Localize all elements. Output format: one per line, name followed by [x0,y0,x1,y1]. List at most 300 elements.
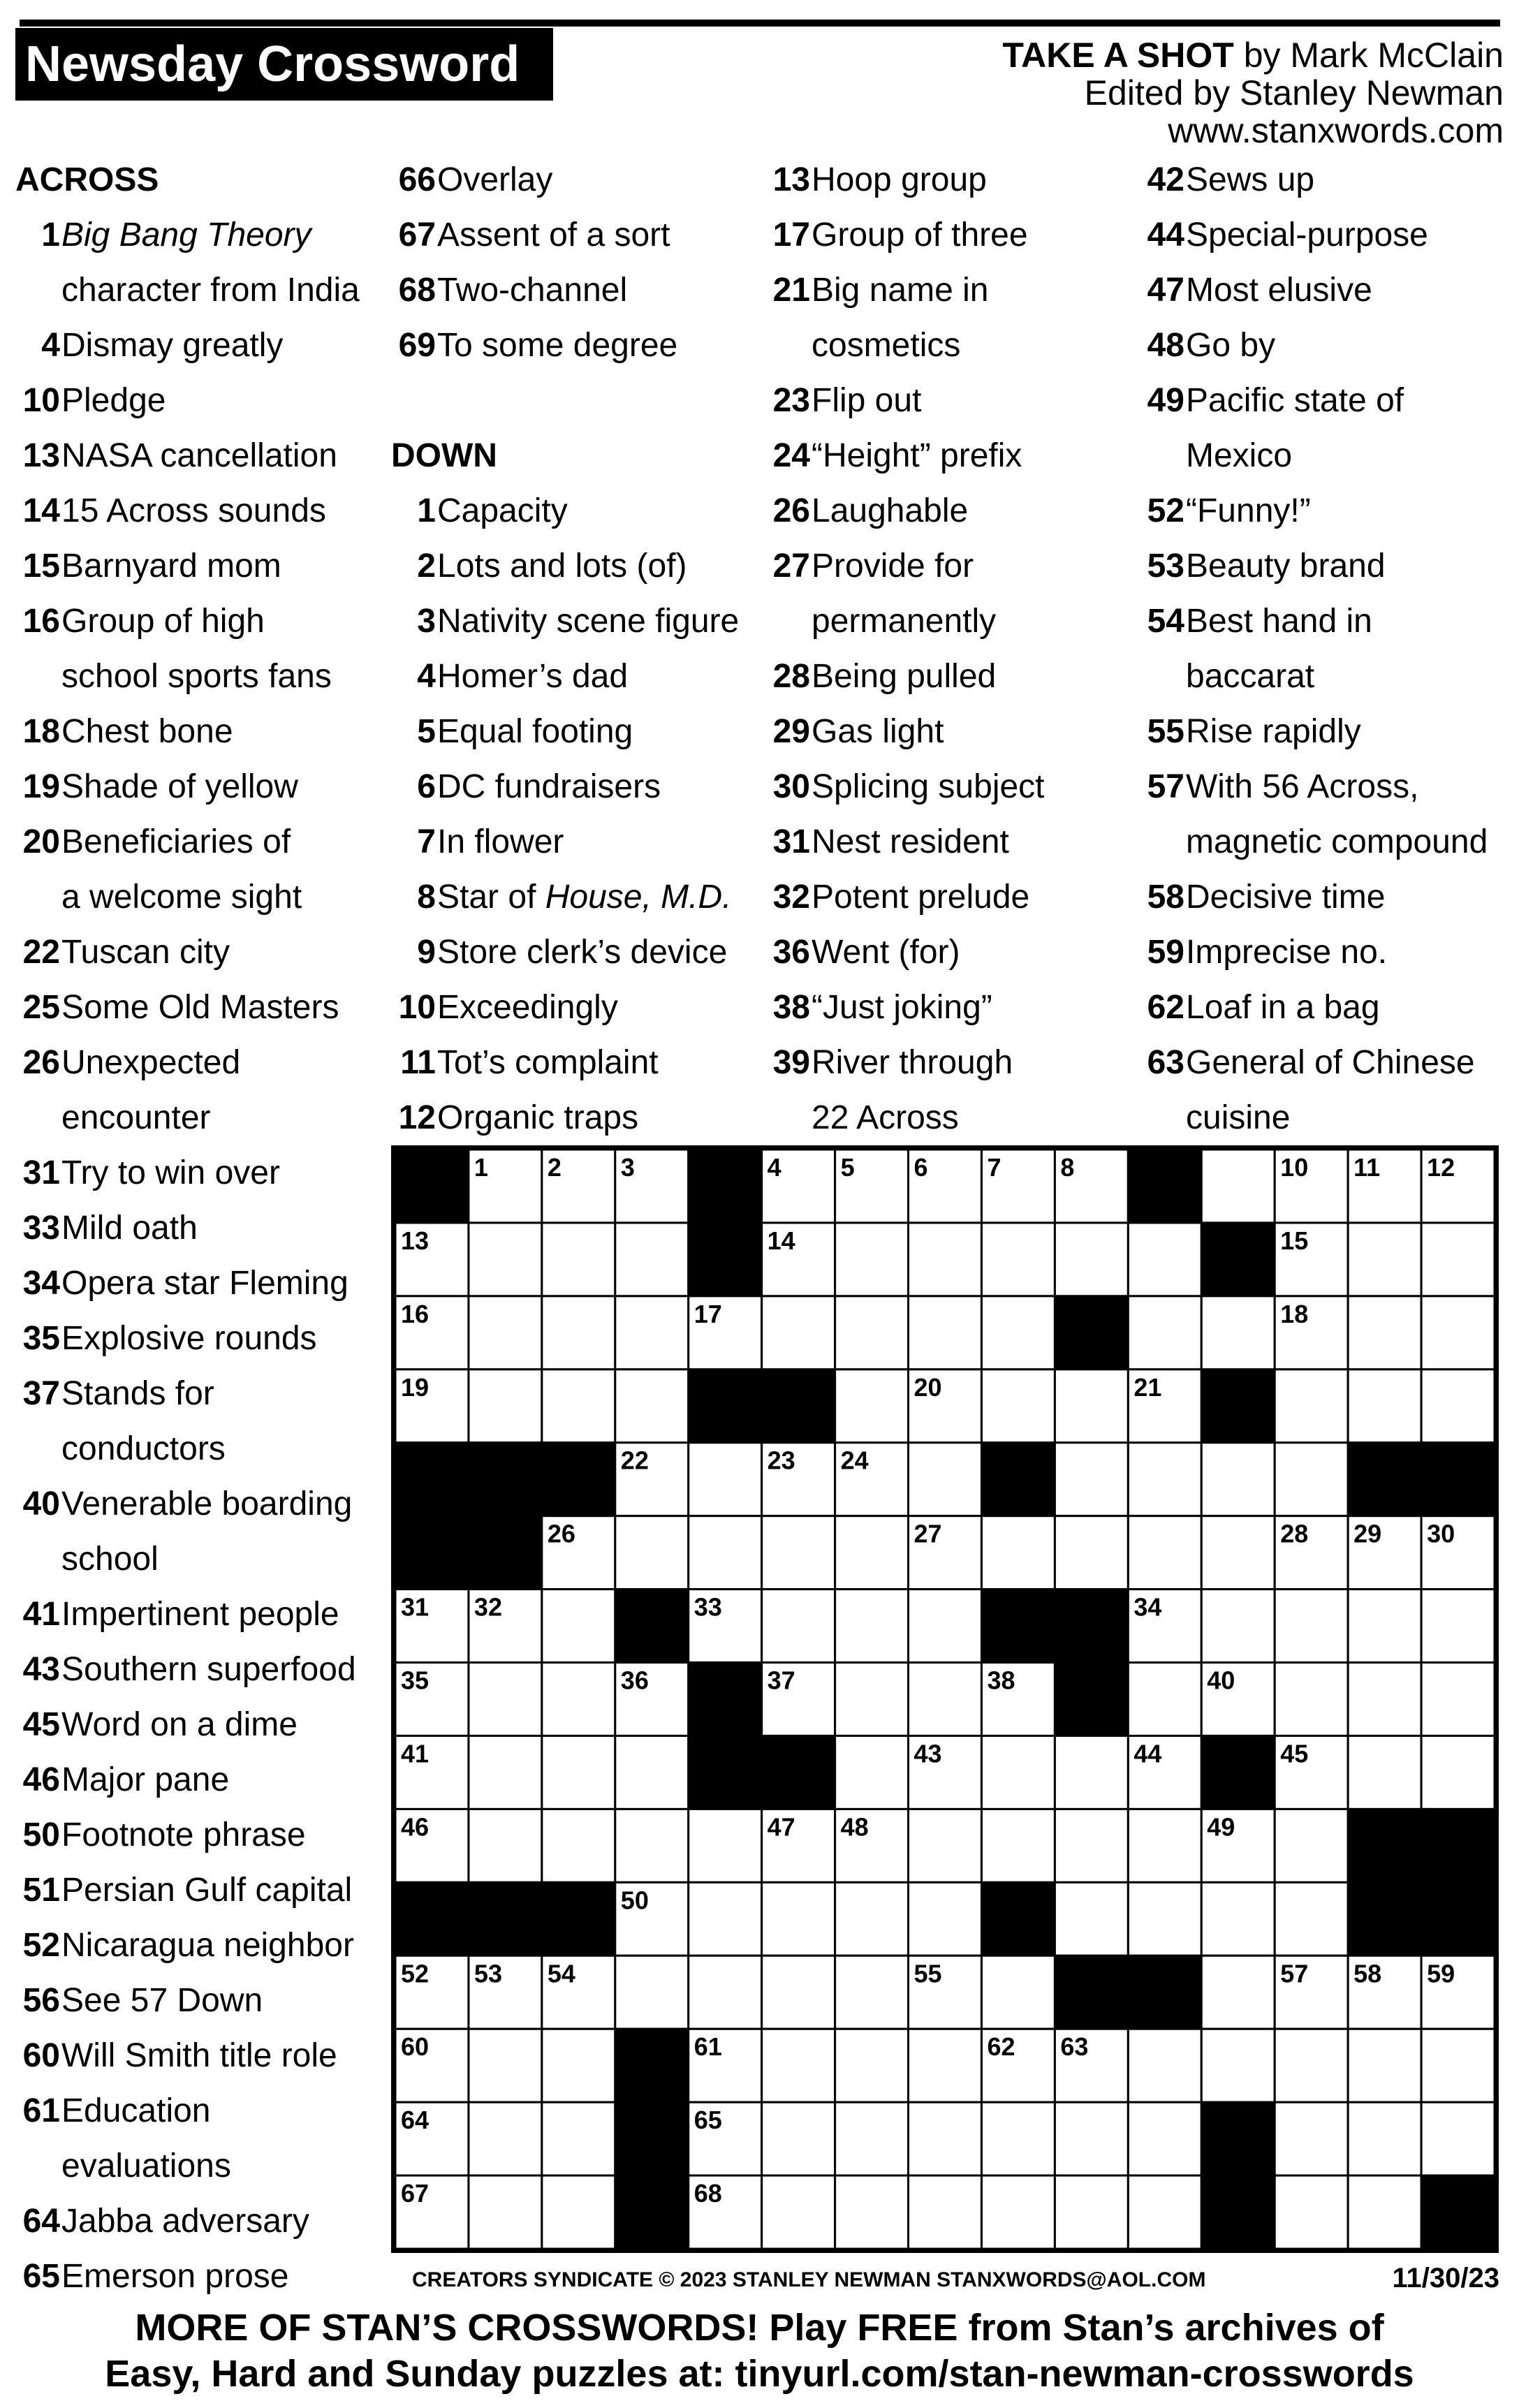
grid-cell[interactable] [835,1590,909,1663]
grid-cell[interactable] [1055,1370,1128,1443]
grid-svg [395,1150,1495,2249]
grid-cell[interactable] [835,2102,909,2175]
clue-text: With 56 Across, [1186,768,1419,805]
clue-text: DC fundraisers [437,768,661,805]
black-square [1128,1150,1201,1223]
grid-cell[interactable] [1348,2175,1421,2249]
clue-text: Homer’s dad [437,658,629,695]
clue [765,152,1129,207]
cell-number: 59 [1427,1959,1455,1988]
grid-cell[interactable] [981,1809,1055,1882]
grid-cell[interactable] [762,2175,835,2249]
clue [765,318,1129,373]
grid-cell[interactable] [615,1370,689,1443]
clue-number: 57 [1147,768,1184,805]
clue-text: Some Old Masters [61,989,339,1026]
grid-cell[interactable] [909,1443,982,1516]
grid-cell[interactable] [981,2102,1055,2175]
grid-cell[interactable] [1275,1663,1348,1736]
grid-cell[interactable] [1275,2175,1348,2249]
grid-cell[interactable] [981,1955,1055,2029]
clue [1140,318,1503,373]
clue [15,1532,379,1587]
clue-text: Pledge [61,382,166,419]
cell-number: 28 [1280,1519,1309,1548]
clue-number: 46 [22,1761,60,1798]
promo-line-2: Easy, Hard and Sunday puzzles at: tinyurl.com/stan-newman-crosswords [105,2353,1414,2395]
grid-cell[interactable] [835,2175,909,2249]
clue-text: Jabba adversary [61,2203,309,2240]
clue [15,1973,379,2028]
grid-cell[interactable] [1275,1809,1348,1882]
grid-cell[interactable] [469,1663,542,1736]
cell-number: 19 [401,1372,430,1402]
grid-cell[interactable] [1421,1590,1495,1663]
clue-number: 9 [417,934,436,971]
black-square [689,1223,762,1296]
grid-cell[interactable] [1275,1882,1348,1955]
grid-cell[interactable] [1201,1882,1275,1955]
grid-cell[interactable] [909,2102,982,2175]
grid-cell[interactable] [835,1516,909,1590]
grid-cell[interactable] [689,1443,762,1516]
grid-cell[interactable] [689,1882,762,1955]
clue-text: conductors [61,1430,226,1467]
grid-cell[interactable] [762,1296,835,1370]
clue [15,1863,379,1918]
grid-cell[interactable] [689,1516,762,1590]
grid-cell[interactable] [542,1223,615,1296]
grid-cell[interactable] [1128,2029,1201,2102]
grid-cell[interactable] [1128,1809,1201,1882]
black-square [1055,1663,1128,1736]
clue [1140,428,1503,483]
grid-cell[interactable] [835,1296,909,1370]
clue [765,263,1129,318]
clue [391,704,754,759]
grid-cell[interactable] [542,1296,615,1370]
grid-cell[interactable] [981,2175,1055,2249]
grid-cell[interactable] [1201,2029,1275,2102]
clue-number: 58 [1147,879,1184,916]
clue [15,1311,379,1366]
clue [765,759,1129,814]
clue-number: 6 [417,768,436,805]
cell-number: 50 [620,1886,649,1915]
grid-cell[interactable] [909,1663,982,1736]
grid-cell[interactable] [762,2102,835,2175]
clue-text: Best hand in [1186,603,1372,640]
clue [391,869,754,925]
grid-cell[interactable] [1421,1735,1495,1809]
cell-number: 24 [840,1446,869,1475]
grid-cell[interactable] [835,1735,909,1809]
clue [391,538,754,594]
grid-cell[interactable] [981,1296,1055,1370]
grid-cell[interactable] [1055,2175,1128,2249]
grid-cell[interactable] [1128,1516,1201,1590]
clue [15,2194,379,2249]
clue-number: 23 [772,382,810,419]
clue-text: character from India [61,272,360,309]
editor: Edited by Stanley Newman [1084,73,1504,112]
grid-cell[interactable] [689,1809,762,1882]
grid-cell[interactable] [1055,1516,1128,1590]
clue-number: 36 [772,934,810,971]
grid-cell[interactable] [1421,2029,1495,2102]
clue-text: Mild oath [61,1210,198,1247]
clue [1140,869,1503,925]
clue [15,263,379,318]
clue [1140,649,1503,704]
black-square [762,1735,835,1809]
clue-number: 40 [22,1485,60,1522]
grid-cell[interactable] [909,2175,982,2249]
clue-number: 68 [398,272,436,309]
grid-cell[interactable] [762,1516,835,1590]
clue-text: Rise rapidly [1186,713,1361,750]
clue-text: Dismay greatly [61,327,284,364]
grid-cell[interactable] [1201,1516,1275,1590]
cell-number: 67 [401,2179,430,2208]
clue [15,2249,379,2304]
black-square [615,2175,689,2249]
clue [765,428,1129,483]
grid-cell[interactable] [1348,1370,1421,1443]
clue [765,649,1129,704]
grid-cell[interactable] [762,1955,835,2029]
clue [15,1035,379,1090]
clue-text: Opera star Fleming [61,1265,348,1302]
cell-number: 38 [987,1666,1015,1695]
grid-cell[interactable] [762,1882,835,1955]
grid-cell[interactable] [1128,1443,1201,1516]
clue-number: 27 [772,548,810,585]
grid-cell[interactable] [909,1223,982,1296]
grid-cell[interactable] [1055,1882,1128,1955]
cell-number: 68 [694,2179,722,2208]
clue-number: 35 [22,1320,60,1357]
clue [1140,980,1503,1035]
grid-cell[interactable] [1128,1663,1201,1736]
clue-text: Tuscan city [61,934,230,971]
clue-number: 65 [22,2258,60,2295]
grid-cell[interactable] [1201,1150,1275,1223]
clue-number: 52 [1147,492,1184,529]
clue-number: 62 [1147,989,1184,1026]
grid-cell[interactable] [835,1223,909,1296]
clue [15,1752,379,1807]
grid-cell[interactable] [1201,1443,1275,1516]
clue-text: Gas light [812,713,944,750]
grid-cell[interactable] [615,1223,689,1296]
clue [1140,373,1503,428]
clue-number: 32 [772,879,810,916]
grid-cell[interactable] [1421,1223,1495,1296]
clue-text: Being pulled [812,658,997,695]
grid-cell[interactable] [1421,1663,1495,1736]
clue-text: Capacity [437,492,568,529]
grid-cell[interactable] [542,1735,615,1809]
grid-cell[interactable] [1348,2102,1421,2175]
clue [391,925,754,980]
grid-cell[interactable] [1275,2102,1348,2175]
grid-cell[interactable] [909,2029,982,2102]
clue-number: 4 [41,327,60,364]
clue [765,1035,1129,1090]
clue-number: 30 [772,768,810,805]
grid-cell[interactable] [1201,1590,1275,1663]
grid-cell[interactable] [1348,1735,1421,1809]
website: www.stanxwords.com [1168,111,1504,150]
grid-cell[interactable] [909,1590,982,1663]
cell-number: 17 [694,1299,722,1328]
cell-number: 31 [401,1592,430,1622]
grid-cell[interactable] [542,1809,615,1882]
black-square [1055,1590,1128,1663]
clue-number: 44 [1147,216,1184,254]
grid-cell[interactable] [1055,1809,1128,1882]
clue [15,538,379,594]
grid-cell[interactable] [835,1955,909,2029]
grid-cell[interactable] [469,1223,542,1296]
clue [15,2083,379,2138]
clue-text: Chest bone [61,713,233,750]
clue [15,1256,379,1311]
grid-cell[interactable] [1275,1370,1348,1443]
clue [765,869,1129,925]
grid-cell[interactable] [1128,1296,1201,1370]
cell-number: 30 [1427,1519,1455,1548]
clue-column-4 [1140,152,1503,1145]
clue-text: Tot’s complaint [437,1044,659,1081]
grid-cell[interactable] [835,1663,909,1736]
cell-number: 21 [1133,1372,1162,1402]
cell-number: 35 [401,1666,430,1695]
clue [1140,483,1503,538]
clue-text: Most elusive [1186,272,1372,309]
black-square [469,1443,542,1516]
clue-number: 52 [22,1927,60,1964]
clue-text: Nicaragua neighbor [61,1927,354,1964]
grid-cell[interactable] [1128,1223,1201,1296]
grid-cell[interactable] [469,2175,542,2249]
black-square [469,1882,542,1955]
grid-cell[interactable] [469,1296,542,1370]
grid-cell[interactable] [1128,1882,1201,1955]
clue-text: cuisine [1186,1099,1291,1136]
clue-number: 53 [1147,548,1184,585]
clue [15,594,379,649]
grid-cell[interactable] [615,1809,689,1882]
clue-number: 34 [22,1265,60,1302]
grid-cell[interactable] [762,2029,835,2102]
grid-cell[interactable] [469,1735,542,1809]
grid-cell[interactable] [1128,2102,1201,2175]
grid-cell[interactable] [1275,1590,1348,1663]
grid-cell[interactable] [542,2102,615,2175]
clue [15,925,379,980]
clue [15,869,379,925]
clue-text: To some degree [437,327,678,364]
grid-cell[interactable] [542,1370,615,1443]
cell-number: 57 [1280,1959,1309,1988]
grid-cell[interactable] [981,1370,1055,1443]
black-square [689,1663,762,1736]
clue-text: encounter [61,1099,211,1136]
clue-number: 66 [398,161,436,198]
grid-cell[interactable] [909,1296,982,1370]
grid-cell[interactable] [1421,1296,1495,1370]
clue-number: 67 [398,216,436,254]
across-heading: ACROSS [15,161,159,198]
cell-number: 61 [694,2032,722,2062]
clue-number: 31 [22,1154,60,1191]
clue [15,759,379,814]
cell-number: 34 [1133,1592,1162,1622]
clue [391,318,754,373]
clue [391,207,754,263]
clue-text: Flip out [812,382,922,419]
black-square [395,1516,469,1590]
grid-cell[interactable] [615,1955,689,2029]
grid-cell[interactable] [835,1882,909,1955]
grid-cell[interactable] [542,2175,615,2249]
grid-cell[interactable] [762,1590,835,1663]
grid-cell[interactable] [615,1296,689,1370]
clue [1140,263,1503,318]
grid-cell[interactable] [909,1809,982,1882]
grid-cell[interactable] [1421,2102,1495,2175]
clue [765,483,1129,538]
clue-number: 41 [22,1596,60,1633]
grid-cell[interactable] [469,1370,542,1443]
grid-cell[interactable] [981,1223,1055,1296]
clue-number: 37 [22,1375,60,1412]
clue-text: Nest resident [812,823,1009,860]
grid-cell[interactable] [1201,1955,1275,2029]
grid-cell[interactable] [1275,1443,1348,1516]
grid-cell[interactable] [1421,1370,1495,1443]
black-square [469,1516,542,1590]
grid-cell[interactable] [469,2029,542,2102]
clue-text: “Funny!” [1186,492,1311,529]
clue [15,814,379,869]
puzzle-date: 11/30/23 [1392,2263,1499,2293]
clue-text: Explosive rounds [61,1320,317,1357]
clue-text: Barnyard mom [61,548,281,585]
black-square [1055,1955,1128,2029]
clue-column-2 [391,152,754,1145]
grid-cell[interactable] [909,1882,982,1955]
clue-text: school sports fans [61,658,332,695]
clue-number: 20 [22,823,60,860]
author: by Mark McClain [1243,36,1504,75]
grid-cell[interactable] [981,1516,1055,1590]
cell-number: 54 [547,1959,575,1988]
grid-cell[interactable] [1348,1590,1421,1663]
cell-number: 47 [767,1812,795,1842]
grid-cell[interactable] [469,1809,542,1882]
clue-text: Assent of a sort [437,216,670,254]
top-rule [20,20,1500,27]
grid-cell[interactable] [981,1735,1055,1809]
clue-text: a welcome sight [61,879,302,916]
grid-cell[interactable] [1275,2029,1348,2102]
grid-cell[interactable] [1348,1663,1421,1736]
clue-text: cosmetics [812,327,961,364]
cell-number: 13 [401,1226,430,1255]
black-square [1201,1223,1275,1296]
clue-text: baccarat [1186,658,1315,695]
grid-cell[interactable] [1055,1735,1128,1809]
clue-number: 59 [1147,934,1184,971]
clue-text: Potent prelude [812,879,1030,916]
black-square [981,1590,1055,1663]
grid-cell[interactable] [835,2029,909,2102]
cell-number: 63 [1060,2032,1089,2062]
clue-number: 47 [1147,272,1184,309]
grid-cell[interactable] [1055,1443,1128,1516]
clue-number: 13 [22,437,60,474]
clue-number: 29 [772,713,810,750]
grid-cell[interactable] [1348,1296,1421,1370]
clue-number: 1 [417,492,436,529]
clue-text: Go by [1186,327,1276,364]
clue-text: Education [61,2092,211,2129]
grid-cell[interactable] [1201,1296,1275,1370]
grid-cell[interactable] [835,1370,909,1443]
clue-text: Special-purpose [1186,216,1428,254]
clue-text: school [61,1541,159,1578]
clue-text: Went (for) [812,934,960,971]
black-square [542,1882,615,1955]
grid-cell[interactable] [615,1735,689,1809]
grid-cell[interactable] [615,1516,689,1590]
grid-cell[interactable] [689,1955,762,2029]
black-square [395,1150,469,1223]
grid-cell[interactable] [542,1590,615,1663]
grid-cell[interactable] [1055,1223,1128,1296]
clue-text: Group of three [812,216,1028,254]
clue [391,1035,754,1090]
clue-number: 21 [772,272,810,309]
clue [1140,1035,1503,1090]
clue [15,207,379,263]
clue-text: Store clerk’s device [437,934,728,971]
clue [15,1642,379,1697]
grid-cell[interactable] [1128,2175,1201,2249]
black-square [1201,2175,1275,2249]
cell-number: 1 [474,1153,488,1182]
clue-text: See 57 Down [61,1982,263,2019]
clue-number: 22 [22,934,60,971]
grid-cell[interactable] [1348,1223,1421,1296]
clue-number: 69 [398,327,436,364]
grid-cell[interactable] [1055,2102,1128,2175]
grid-cell[interactable] [542,2029,615,2102]
grid-cell[interactable] [1348,2029,1421,2102]
grid-cell[interactable] [542,1663,615,1736]
clue-number: 33 [22,1210,60,1247]
grid-cell[interactable] [469,2102,542,2175]
clue [1140,538,1503,594]
clue [15,649,379,704]
clue-number: 15 [22,548,60,585]
black-square [1201,1735,1275,1809]
black-square [1421,2175,1495,2249]
clue-column-3 [765,152,1129,1145]
